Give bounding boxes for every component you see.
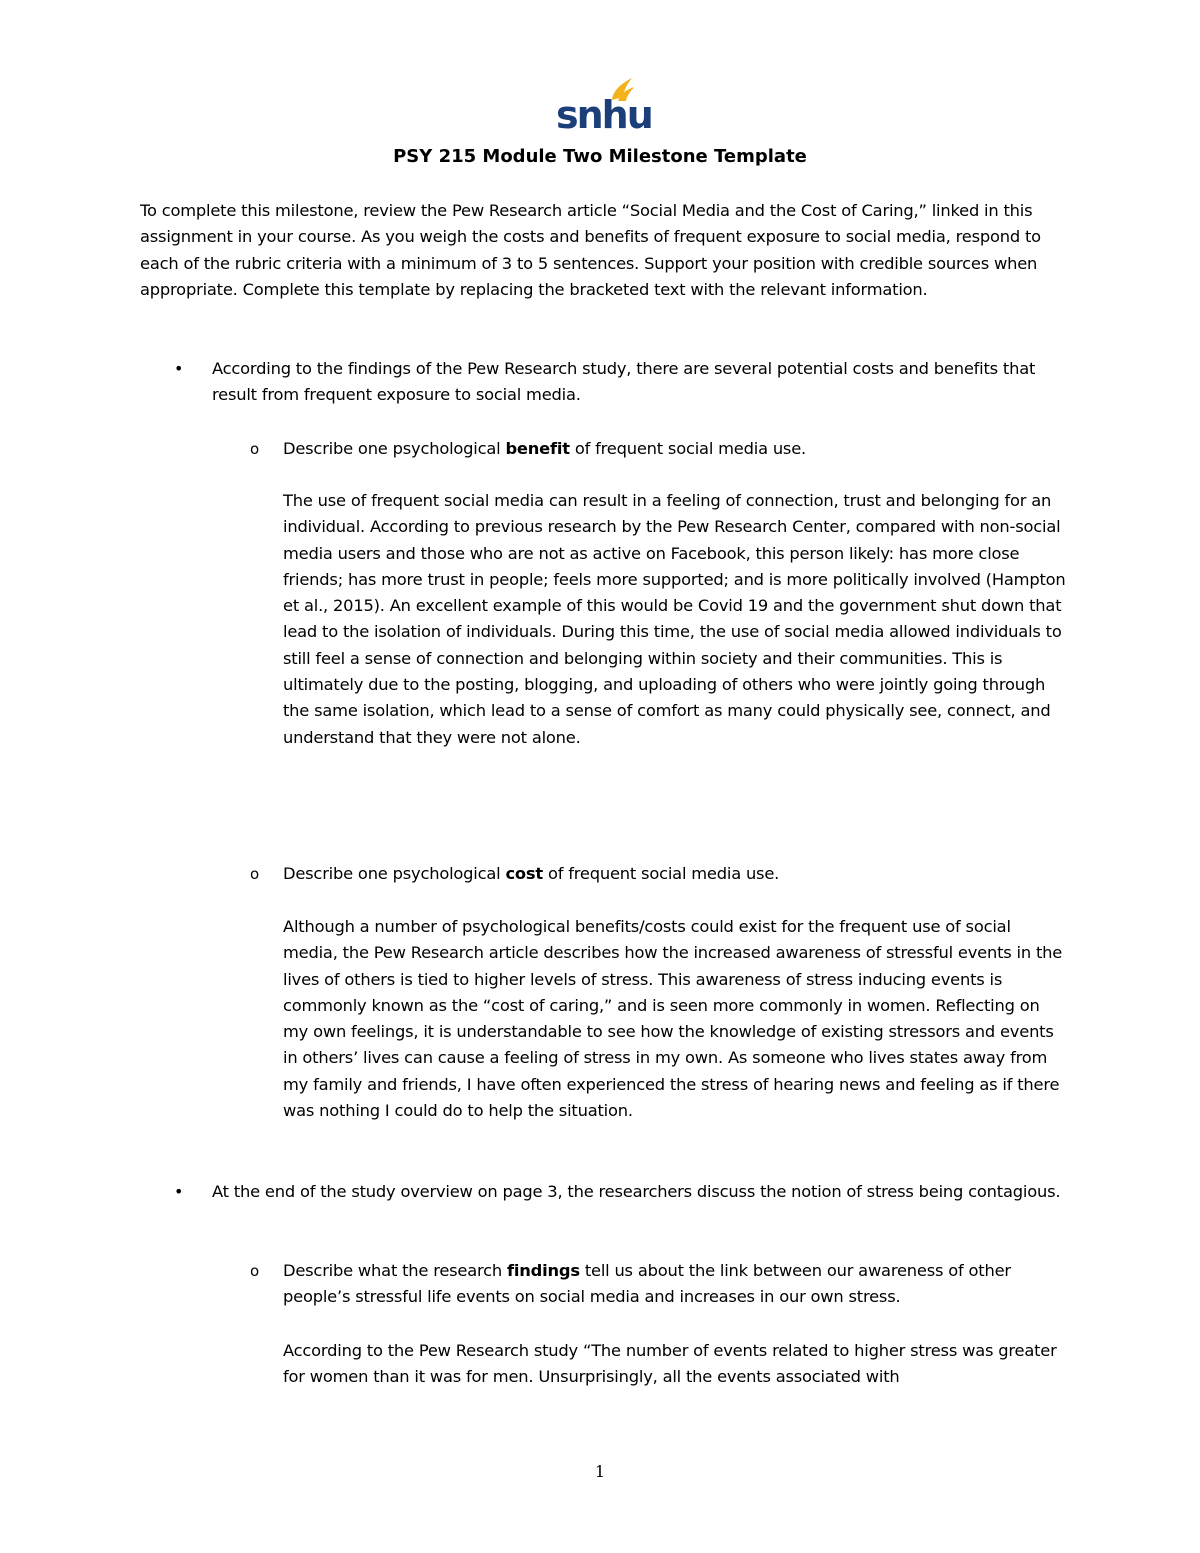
bullet-marker: • bbox=[174, 359, 184, 378]
sub-bullet-marker: o bbox=[250, 865, 260, 883]
bullet-marker: • bbox=[174, 1182, 184, 1201]
prompt-text: Describe one psychological benefit of frequent social media use. bbox=[283, 439, 807, 458]
snhu-logo bbox=[556, 74, 652, 137]
page-title: PSY 215 Module Two Milestone Template bbox=[393, 146, 807, 167]
bullet-text: According to the findings of the Pew Research study, there are several potential costs and benefits that result from frequent exposure to social media. bbox=[212, 359, 1036, 405]
page-number: 1 bbox=[594, 1462, 606, 1481]
instructions-paragraph: To complete this milestone, review the Pew Research article “Social Media and the Cost of Caring,” linked in this assignment in your course. As you weigh the costs and benefits of frequent exposure to social media, respond to each of the rubric criteria with a minimum of 3 to 5 sentences. Support your position with credible sources when appropriate. Complete this template by replacing the bracketed text with the relevant information. bbox=[140, 201, 1041, 299]
prompt-text: Describe what the research findings tell us about the link between our awareness of other people’s stressful life events on social media and increases in our own stress. bbox=[283, 1261, 1011, 1307]
answer-findings: According to the Pew Research study “The number of events related to higher stress was greater for women than it was for men. Unsurprisingly, all the events associated with bbox=[283, 1341, 1057, 1387]
answer-benefit: The use of frequent social media can result in a feeling of connection, trust and belonging for an individual. According to previous research by the Pew Research Center, compared with non-social media users and those who are not as active on Facebook, this person likely: has more close friends; has more trust in people; feels more supported; and is more politically involved (Hampton et al., 2015). An excellent example of this would be Covid 19 and the government shut down that lead to the isolation of individuals. During this time, the use of social media allowed individuals to still feel a sense of connection and belonging within society and their communities. This is ultimately due to the posting, blogging, and uploading of others who were jointly going through the same isolation, which lead to a sense of comfort as many could physically see, connect, and understand that they were not alone. bbox=[283, 491, 1066, 747]
bullet-text: At the end of the study overview on page 3, the researchers discuss the notion of stress being contagious. bbox=[212, 1182, 1061, 1201]
sub-bullet-marker: o bbox=[250, 440, 260, 458]
svg-text:snhu: snhu bbox=[556, 93, 652, 137]
answer-cost: Although a number of psychological benefits/costs could exist for the frequent use of social media, the Pew Research article describes how the increased awareness of stressful events in the lives of others is tied to higher levels of stress. This awareness of stress inducing events is commonly known as the “cost of caring,” and is seen more commonly in women. Reflecting on my own feelings, it is understandable to see how the knowledge of existing stressors and events in others’ lives can cause a feeling of stress in my own. As someone who lives states away from my family and friends, I have often experienced the stress of hearing news and feeling as if there was nothing I could do to help the situation. bbox=[283, 917, 1063, 1121]
prompt-text: Describe one psychological cost of frequent social media use. bbox=[283, 864, 780, 883]
sub-bullet-marker: o bbox=[250, 1262, 260, 1280]
